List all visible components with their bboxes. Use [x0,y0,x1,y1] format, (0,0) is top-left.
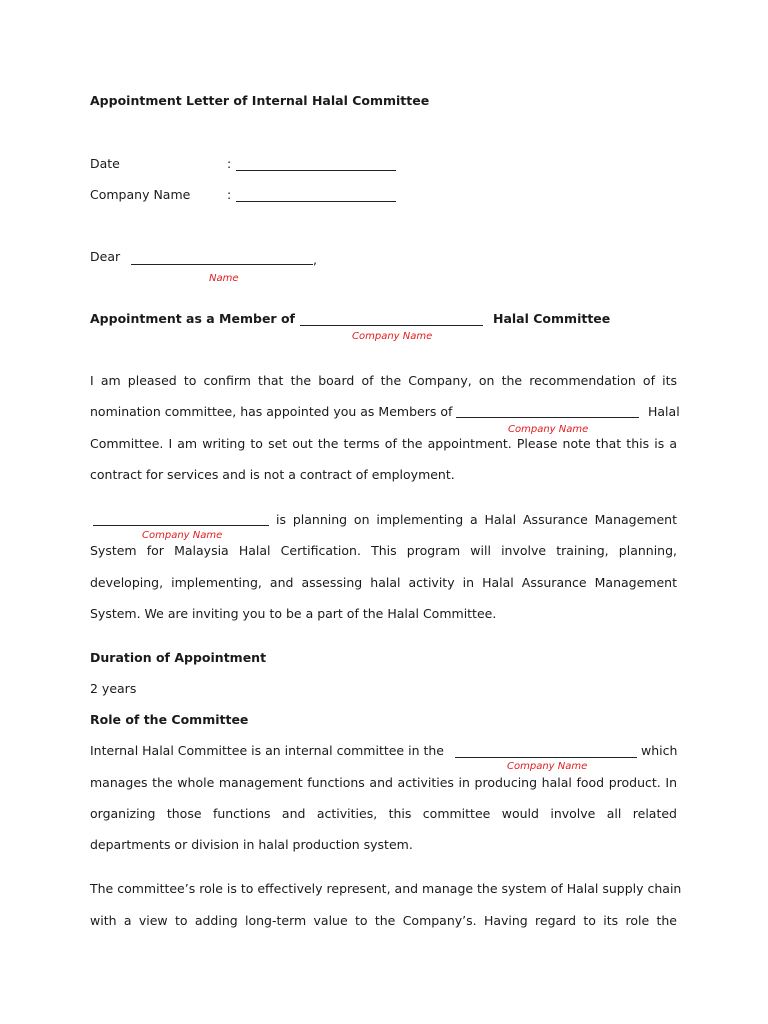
role-line1-suffix: which [641,743,678,758]
role-company-blank[interactable] [455,757,637,758]
para2-company-blank[interactable] [93,525,269,526]
company-name-label: Company Name [90,187,191,202]
para1-line3: Committee. I am writing to set out the terms of the appointment. Please note that this is a [90,436,677,451]
dear-name-blank[interactable] [131,264,313,265]
appointment-company-blank[interactable] [300,325,483,326]
para1-line1: I am pleased to confirm that the board of the Company, on the recommendation of its [90,373,677,388]
role-line2: manages the whole management functions and activities in producing halal food product. In [90,775,677,790]
para1-line4: contract for services and is not a contract of employment. [90,467,455,482]
company-name-hint: Company Name [352,331,433,342]
para2-line3: developing, implementing, and assessing halal activity in Halal Assurance Management [90,575,677,590]
dear-comma: , [313,252,317,267]
role-line4: departments or division in halal production system. [90,837,413,852]
para1-company-blank[interactable] [456,417,639,418]
date-label: Date [90,156,120,171]
role-line3: organizing those functions and activities, this committee would involve all related [90,806,677,821]
para2-line4: System. We are inviting you to be a part of the Halal Committee. [90,606,497,621]
appointment-heading-suffix: Halal Committee [493,311,611,326]
role-line1-prefix: Internal Halal Committee is an internal committee in the [90,743,444,758]
company-name-colon: : [227,187,232,202]
document-title: Appointment Letter of Internal Halal Committee [90,93,430,108]
para1-line2-prefix: nomination committee, has appointed you as Members of [90,404,453,419]
para2-company-hint: Company Name [142,530,223,541]
name-hint: Name [209,273,239,284]
para2-line1-suffix: is planning on implementing a Halal Assurance Management [276,512,677,527]
para1-company-hint: Company Name [508,424,589,435]
para4-line1: The committee’s role is to effectively represent, and manage the system of Halal supply chain [90,881,682,896]
role-company-hint: Company Name [507,761,588,772]
company-name-blank[interactable] [236,201,396,202]
para2-line2: System for Malaysia Halal Certification. This program will involve training, planning, [90,543,677,558]
date-blank[interactable] [236,170,396,171]
duration-heading: Duration of Appointment [90,650,267,665]
appointment-heading-prefix: Appointment as a Member of [90,311,295,326]
duration-value: 2 years [90,681,137,696]
dear-label: Dear [90,249,121,264]
para1-line2-suffix: Halal [648,404,680,419]
role-heading: Role of the Committee [90,712,249,727]
para4-line2: with a view to adding long-term value to the Company’s. Having regard to its role the [90,913,677,928]
date-colon: : [227,156,232,171]
